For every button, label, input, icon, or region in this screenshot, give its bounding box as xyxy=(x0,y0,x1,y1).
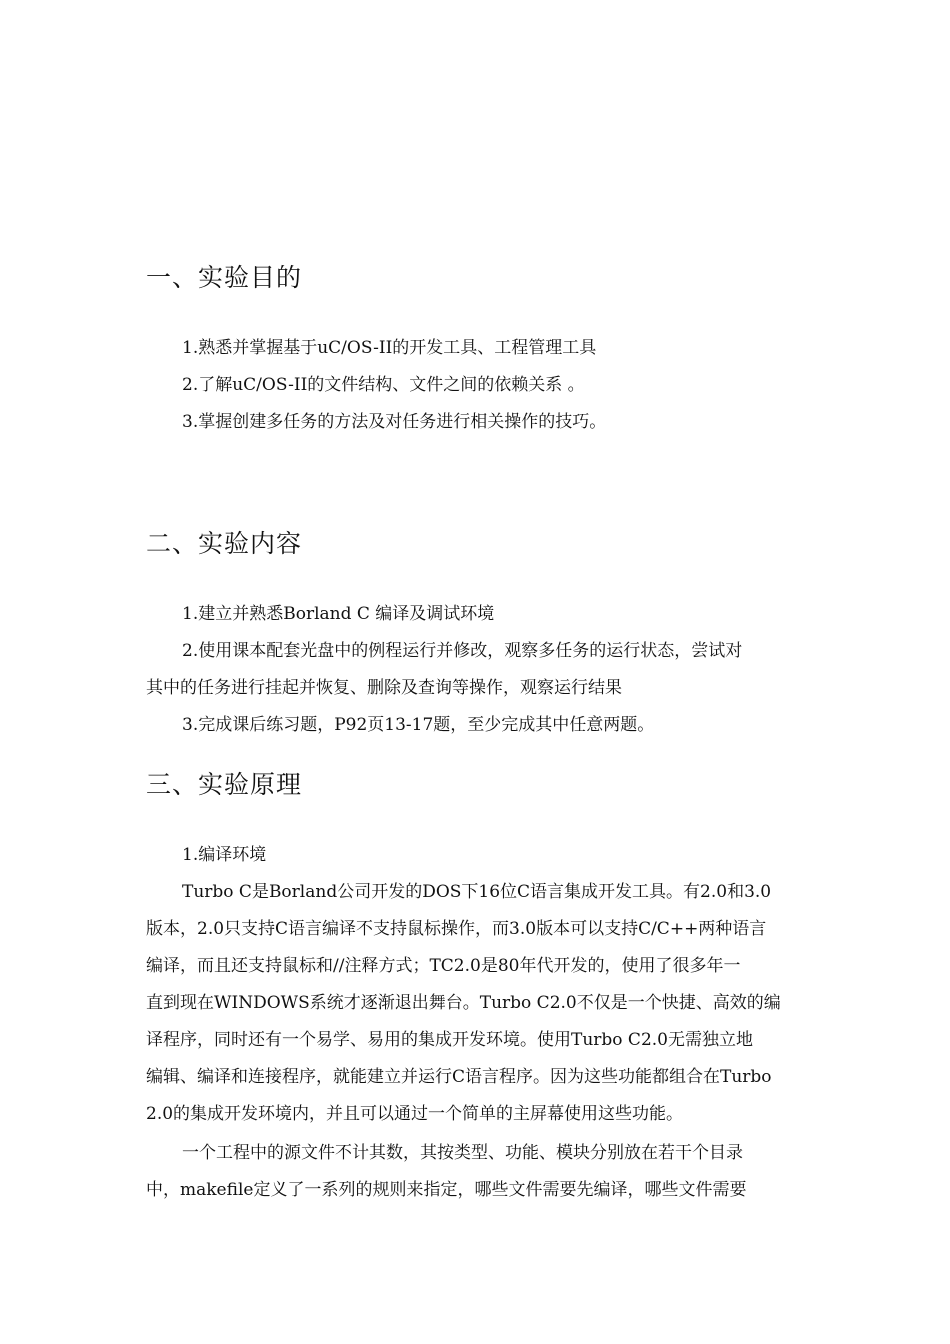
section-heading-content: 二、实验内容 xyxy=(146,529,303,558)
content-item-2-continued: 其中的任务进行挂起并恢复、删除及查询等操作，观察运行结果 xyxy=(146,678,622,698)
paragraph-1-line-2: 版本，2.0只支持C语言编译不支持鼠标操作，而3.0版本可以支持C/C++两种语言 xyxy=(146,919,767,939)
paragraph-1-line-6: 编辑、编译和连接程序，就能建立并运行C语言程序。因为这些功能都组合在Turbo xyxy=(146,1067,772,1087)
paragraph-2-line-2: 中，makefile定义了一系列的规则来指定，哪些文件需要先编译，哪些文件需要 xyxy=(146,1180,747,1200)
paragraph-1-line-3: 编译，而且还支持鼠标和//注释方式；TC2.0是80年代开发的，使用了很多年一 xyxy=(146,956,741,976)
content-item-1: 1.建立并熟悉Borland C 编译及调试环境 xyxy=(182,604,495,624)
objective-item-3: 3.掌握创建多任务的方法及对任务进行相关操作的技巧。 xyxy=(182,412,607,432)
section-heading-principle: 三、实验原理 xyxy=(146,770,303,799)
section-heading-objectives: 一、实验目的 xyxy=(146,263,303,292)
content-item-2: 2.使用课本配套光盘中的例程运行并修改，观察多任务的运行状态，尝试对 xyxy=(182,641,743,661)
paragraph-1-line-5: 译程序，同时还有一个易学、易用的集成开发环境。使用Turbo C2.0无需独立地 xyxy=(146,1030,753,1050)
paragraph-2-line-1: 一个工程中的源文件不计其数，其按类型、功能、模块分别放在若干个目录 xyxy=(182,1143,743,1163)
content-item-3: 3.完成课后练习题，P92页13-17题，至少完成其中任意两题。 xyxy=(182,715,655,735)
subheading-compile-env: 1.编译环境 xyxy=(182,845,267,865)
paragraph-1-line-1: Turbo C是Borland公司开发的DOS下16位C语言集成开发工具。有2.0和3.0 xyxy=(182,882,772,902)
paragraph-1-line-4: 直到现在WINDOWS系统才逐渐退出舞台。Turbo C2.0不仅是一个快捷、高效的编 xyxy=(146,993,781,1013)
objective-item-2: 2.了解uC/OS-II的文件结构、文件之间的依赖关系 。 xyxy=(182,375,585,395)
objective-item-1: 1.熟悉并掌握基于uC/OS-II的开发工具、工程管理工具 xyxy=(182,338,597,358)
paragraph-1-line-7: 2.0的集成开发环境内，并且可以通过一个简单的主屏幕使用这些功能。 xyxy=(146,1104,684,1124)
